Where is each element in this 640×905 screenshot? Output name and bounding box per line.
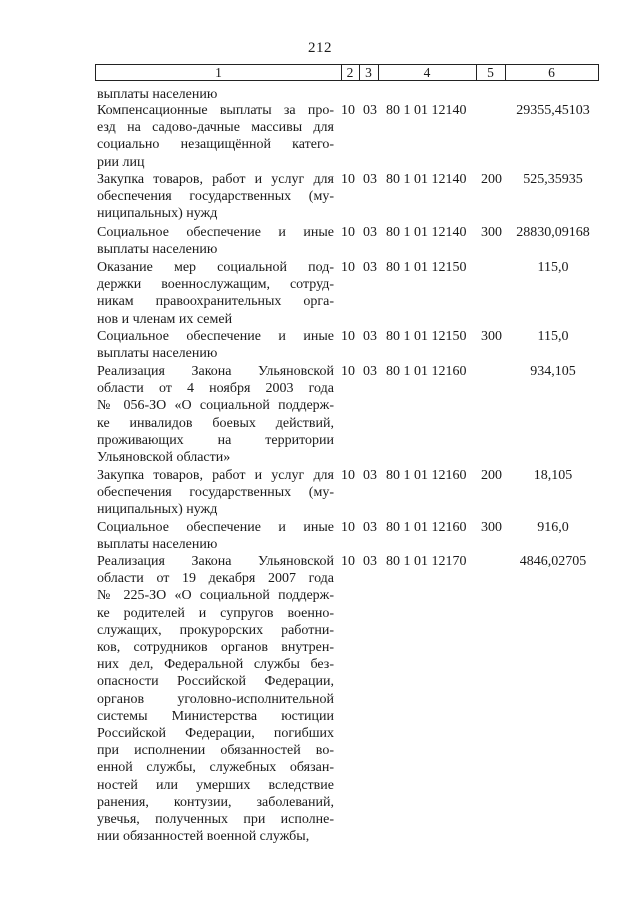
subsection-code: 03 <box>363 468 377 483</box>
description-line: ниципальных) нужд <box>97 502 218 518</box>
description-line: выплаты населению <box>97 346 218 362</box>
amount-value: 18,105 <box>533 468 573 483</box>
page-number: 212 <box>308 40 332 56</box>
description-line: области от 4 ноября 2003 года <box>97 381 334 397</box>
description-line: служащих, прокурорских работни- <box>97 622 334 638</box>
description-line: енной службы, служебных обязан- <box>97 760 334 776</box>
row-description <box>97 363 334 466</box>
section-code: 10 <box>341 554 355 569</box>
description-line: выплаты населению <box>97 87 218 102</box>
section-code: 10 <box>341 364 355 379</box>
description-line: ностей или умерших вследствие <box>97 777 334 793</box>
description-line: нов и членам их семей <box>97 311 233 327</box>
description-line: социально незащищённой катего- <box>97 137 334 153</box>
target-article-code: 80 1 01 12140 <box>386 103 467 118</box>
expense-type-code: 200 <box>481 468 502 483</box>
amount-value: 4846,02705 <box>519 554 587 569</box>
row-description <box>97 467 334 519</box>
header-col-6: 6 <box>548 65 555 80</box>
row-description <box>97 171 334 223</box>
header-col-1: 1 <box>96 65 342 80</box>
description-line: системы Министерства юстиции <box>97 708 334 724</box>
target-article-code: 80 1 01 12160 <box>386 364 467 379</box>
amount-value: 115,0 <box>537 260 569 275</box>
description-line: области от 19 декабря 2007 года <box>97 571 334 587</box>
description-line: Компенсационные выплаты за про- <box>97 103 334 118</box>
row-description <box>97 519 334 553</box>
expense-type-code: 300 <box>481 329 502 344</box>
header-col-2: 2 <box>341 65 360 80</box>
section-code: 10 <box>341 225 355 240</box>
description-line: ке родителей и супругов военно- <box>97 605 334 621</box>
description-line: ниципальных) нужд <box>97 206 218 222</box>
section-code: 10 <box>341 103 355 118</box>
row-description <box>97 102 334 171</box>
description-line: никам правоохранительных орга- <box>97 294 334 310</box>
description-line: выплаты населению <box>97 242 218 258</box>
description-line: Оказание мер социальной под- <box>97 260 334 275</box>
row-description <box>97 86 334 103</box>
row-description <box>97 224 334 258</box>
target-article-code: 80 1 01 12160 <box>386 468 467 483</box>
description-line: Закупка товаров, работ и услуг для <box>97 172 334 187</box>
description-line: держки военнослужащим, сотруд- <box>97 277 334 293</box>
description-line: Реализация Закона Ульяновской <box>97 364 334 379</box>
subsection-code: 03 <box>363 520 377 535</box>
description-line: опасности Российской Федерации, <box>97 674 334 690</box>
description-line: них дел, Федеральной службы без- <box>97 657 334 673</box>
subsection-code: 03 <box>363 172 377 187</box>
description-line: Социальное обеспечение и иные <box>97 225 334 240</box>
section-code: 10 <box>341 260 355 275</box>
description-line: езд на садово-дачные массивы для <box>97 120 334 136</box>
description-line: Закупка товаров, работ и услуг для <box>97 468 334 483</box>
description-line: обеспечения государственных (му- <box>97 189 334 205</box>
description-line: нии обязанностей военной службы, <box>97 829 310 845</box>
header-col-4: 4 <box>378 65 477 80</box>
description-line: при исполнении обязанностей во- <box>97 743 334 759</box>
description-line: проживающих на территории <box>97 432 334 448</box>
section-code: 10 <box>341 520 355 535</box>
description-line: органов уголовно-исполнительной <box>97 691 334 707</box>
target-article-code: 80 1 01 12150 <box>386 329 467 344</box>
description-line: ранения, контузии, заболеваний, <box>97 794 334 810</box>
description-line: Социальное обеспечение и иные <box>97 329 334 344</box>
target-article-code: 80 1 01 12140 <box>386 172 467 187</box>
subsection-code: 03 <box>363 260 377 275</box>
description-line: ков, сотрудников органов внутрен- <box>97 640 334 656</box>
row-description <box>97 259 334 328</box>
description-line: № 056-ЗО «О социальной поддерж- <box>97 398 334 414</box>
section-code: 10 <box>341 172 355 187</box>
subsection-code: 03 <box>363 364 377 379</box>
amount-value: 28830,09168 <box>516 225 590 240</box>
amount-value: 115,0 <box>537 329 569 344</box>
target-article-code: 80 1 01 12160 <box>386 520 467 535</box>
description-line: Социальное обеспечение и иные <box>97 520 334 535</box>
target-article-code: 80 1 01 12170 <box>386 554 467 569</box>
amount-value: 934,105 <box>530 364 576 379</box>
description-line: обеспечения государственных (му- <box>97 485 334 501</box>
amount-value: 916,0 <box>537 520 569 535</box>
description-line: Российской Федерации, погибших <box>97 726 334 742</box>
header-col-3: 3 <box>359 65 379 80</box>
target-article-code: 80 1 01 12150 <box>386 260 467 275</box>
subsection-code: 03 <box>363 225 377 240</box>
header-col-5: 5 <box>476 65 506 80</box>
subsection-code: 03 <box>363 103 377 118</box>
row-description <box>97 553 334 845</box>
target-article-code: 80 1 01 12140 <box>386 225 467 240</box>
description-line: Реализация Закона Ульяновской <box>97 554 334 569</box>
description-line: ке инвалидов боевых действий, <box>97 415 334 431</box>
section-code: 10 <box>341 329 355 344</box>
description-line: Ульяновской области» <box>97 450 231 466</box>
expense-type-code: 300 <box>481 520 502 535</box>
amount-value: 29355,45103 <box>516 103 590 118</box>
subsection-code: 03 <box>363 554 377 569</box>
description-line: увечья, полученных при исполне- <box>97 812 334 828</box>
table-header <box>95 64 599 81</box>
amount-value: 525,35935 <box>523 172 583 187</box>
description-line: № 225-ЗО «О социальной поддерж- <box>97 588 334 604</box>
expense-type-code: 200 <box>481 172 502 187</box>
description-line: рии лиц <box>97 154 145 170</box>
section-code: 10 <box>341 468 355 483</box>
subsection-code: 03 <box>363 329 377 344</box>
expense-type-code: 300 <box>481 225 502 240</box>
description-line: выплаты населению <box>97 537 218 553</box>
row-description <box>97 328 334 362</box>
